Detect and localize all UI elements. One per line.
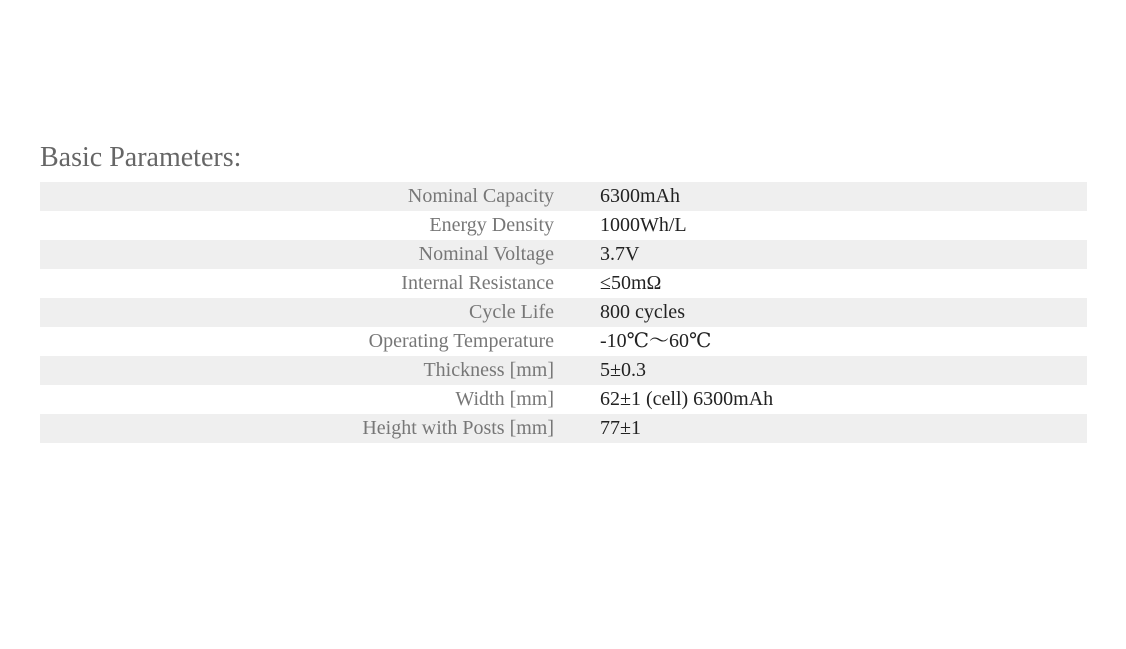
- param-label: Height with Posts [mm]: [40, 414, 554, 443]
- param-value: 62±1 (cell) 6300mAh: [600, 385, 1087, 414]
- cell-spacer: [554, 414, 600, 443]
- param-label: Cycle Life: [40, 298, 554, 327]
- table-row: [40, 385, 1087, 414]
- param-value: -10℃～60℃: [600, 327, 1087, 356]
- param-label: Nominal Voltage: [40, 240, 554, 269]
- param-label: Width [mm]: [40, 385, 554, 414]
- parameters-table: [40, 182, 1087, 443]
- param-label: Internal Resistance: [40, 269, 554, 298]
- param-value: 1000Wh/L: [600, 211, 1087, 240]
- table-row: [40, 356, 1087, 385]
- table-row: [40, 298, 1087, 327]
- cell-spacer: [554, 240, 600, 269]
- param-value: ≤50mΩ: [600, 269, 1087, 298]
- table-row: [40, 414, 1087, 443]
- section-title: Basic Parameters:: [40, 142, 242, 173]
- table-row: [40, 327, 1087, 356]
- param-value: 6300mAh: [600, 182, 1087, 211]
- cell-spacer: [554, 269, 600, 298]
- param-label: Operating Temperature: [40, 327, 554, 356]
- basic-parameters-section: [40, 140, 1087, 439]
- table-row: [40, 240, 1087, 269]
- cell-spacer: [554, 211, 600, 240]
- cell-spacer: [554, 182, 600, 211]
- param-value: 3.7V: [600, 240, 1087, 269]
- param-label: Energy Density: [40, 211, 554, 240]
- param-label: Thickness [mm]: [40, 356, 554, 385]
- cell-spacer: [554, 356, 600, 385]
- table-row: [40, 269, 1087, 298]
- param-value: 77±1: [600, 414, 1087, 443]
- cell-spacer: [554, 298, 600, 327]
- table-row: [40, 182, 1087, 211]
- param-value: 5±0.3: [600, 356, 1087, 385]
- cell-spacer: [554, 327, 600, 356]
- table-row: [40, 211, 1087, 240]
- cell-spacer: [554, 385, 600, 414]
- param-value: 800 cycles: [600, 298, 1087, 327]
- param-label: Nominal Capacity: [40, 182, 554, 211]
